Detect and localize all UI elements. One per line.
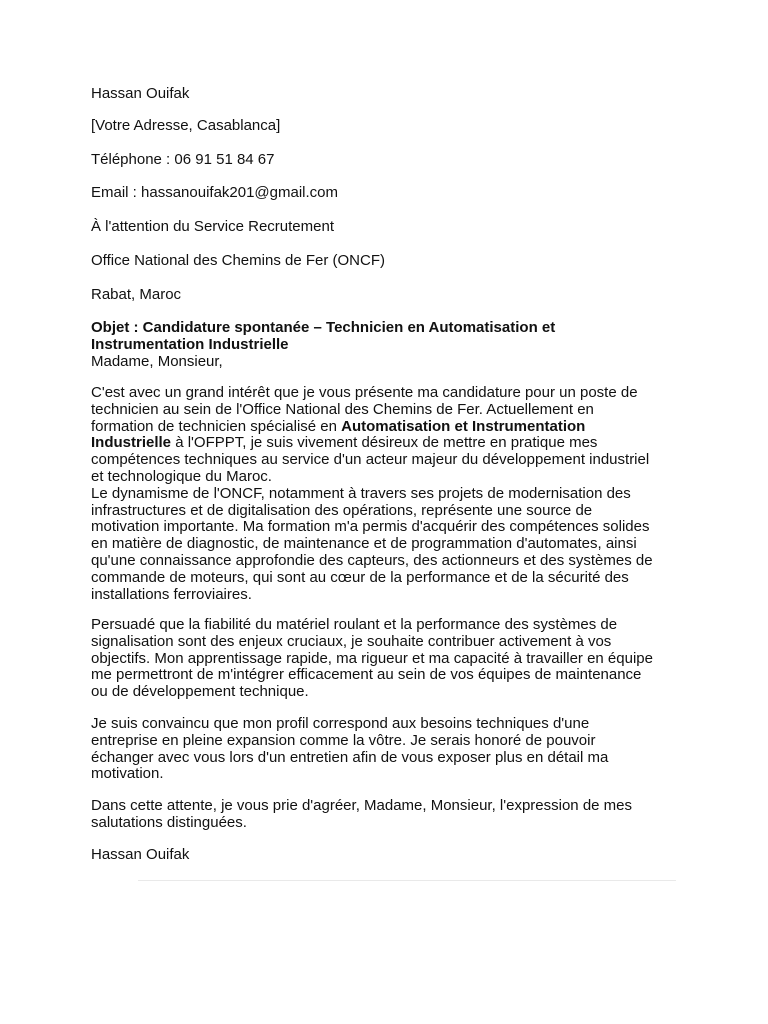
letter-subject — [91, 320, 691, 370]
recipient-attention: À l'attention du Service Recrutement — [91, 218, 334, 235]
footer-divider — [138, 880, 676, 881]
paragraph-line: Dans cette attente, je vous prie d'agréer, Madame, Monsieur, l'expression de mes — [91, 797, 633, 814]
recipient-company: Office National des Chemins de Fer (ONCF) — [91, 252, 385, 269]
paragraph-motivation — [91, 617, 691, 701]
highlight-training: Industrielle — [91, 434, 172, 452]
sender-address: [Votre Adresse, Casablanca] — [91, 117, 281, 134]
recipient-city: Rabat, Maroc — [91, 286, 182, 303]
paragraph-line: qu'une connaissance approfondie des capteurs, des actionneurs et des systèmes de — [91, 551, 653, 569]
paragraph-line — [91, 419, 691, 436]
paragraph-line: technicien au sein de l'Office National des Chemins de Fer. Actuellement en — [91, 400, 594, 418]
sender-email: Email : hassanouifak201@gmail.com — [91, 184, 339, 201]
paragraph-text: à l'OFPPT, je suis vivement désireux de mettre en pratique mes — [171, 434, 598, 452]
paragraph-line: échanger avec vous lors d'un entretien afin de vous exposer plus en détail ma — [91, 748, 609, 766]
paragraph-line: motivation importante. Ma formation m'a permis d'acquérir des compétences solides — [91, 518, 650, 536]
paragraph-line: signalisation sont des enjeux cruciaux, je souhaite contribuer activement à vos — [91, 632, 612, 650]
paragraph-line: en matière de diagnostic, de maintenance et de programmation d'automates, ainsi — [91, 535, 637, 553]
subject-line: Instrumentation Industrielle — [91, 335, 289, 353]
sender-phone: Téléphone : 06 91 51 84 67 — [91, 151, 275, 168]
subject-line: Objet : Candidature spontanée – Technicien en Automatisation et — [91, 319, 556, 336]
paragraph-profile — [91, 716, 691, 783]
paragraph-intro — [91, 385, 691, 603]
paragraph-line: Persuadé que la fiabilité du matériel roulant et la performance des systèmes de — [91, 616, 618, 633]
paragraph-line — [91, 435, 691, 452]
paragraph-line: me permettront de m'intégrer efficacement au sein de vos équipes de maintenance — [91, 666, 642, 684]
paragraph-closing — [91, 798, 691, 832]
paragraph-line: Le dynamisme de l'ONCF, notamment à travers ses projets de modernisation des — [91, 484, 631, 502]
paragraph-line: Je suis convaincu que mon profil correspond aux besoins techniques d'une — [91, 715, 590, 732]
paragraph-line: infrastructures et de digitalisation des opérations, représente une source de — [91, 501, 593, 519]
paragraph-line: commande de moteurs, qui sont au cœur de la performance et de la sécurité des — [91, 568, 629, 586]
sender-name: Hassan Ouifak — [91, 85, 190, 102]
paragraph-line: entreprise en pleine expansion comme la vôtre. Je serais honoré de pouvoir — [91, 731, 596, 749]
paragraph-text: formation de technicien spécialisé en — [91, 417, 342, 435]
paragraph-line: salutations distinguées. — [91, 813, 247, 831]
paragraph-line: motivation. — [91, 765, 164, 783]
signature: Hassan Ouifak — [91, 846, 190, 863]
paragraph-line: compétences techniques au service d'un acteur majeur du développement industriel — [91, 451, 650, 469]
paragraph-line: ou de développement technique. — [91, 683, 309, 701]
paragraph-line: et technologique du Maroc. — [91, 467, 272, 485]
paragraph-line: objectifs. Mon apprentissage rapide, ma rigueur et ma capacité à travailler en équipe — [91, 649, 653, 667]
salutation: Madame, Monsieur, — [91, 352, 223, 370]
paragraph-line: installations ferroviaires. — [91, 585, 252, 603]
paragraph-line: C'est avec un grand intérêt que je vous présente ma candidature pour un poste de — [91, 384, 638, 401]
highlight-training: Automatisation et Instrumentation — [341, 417, 586, 435]
